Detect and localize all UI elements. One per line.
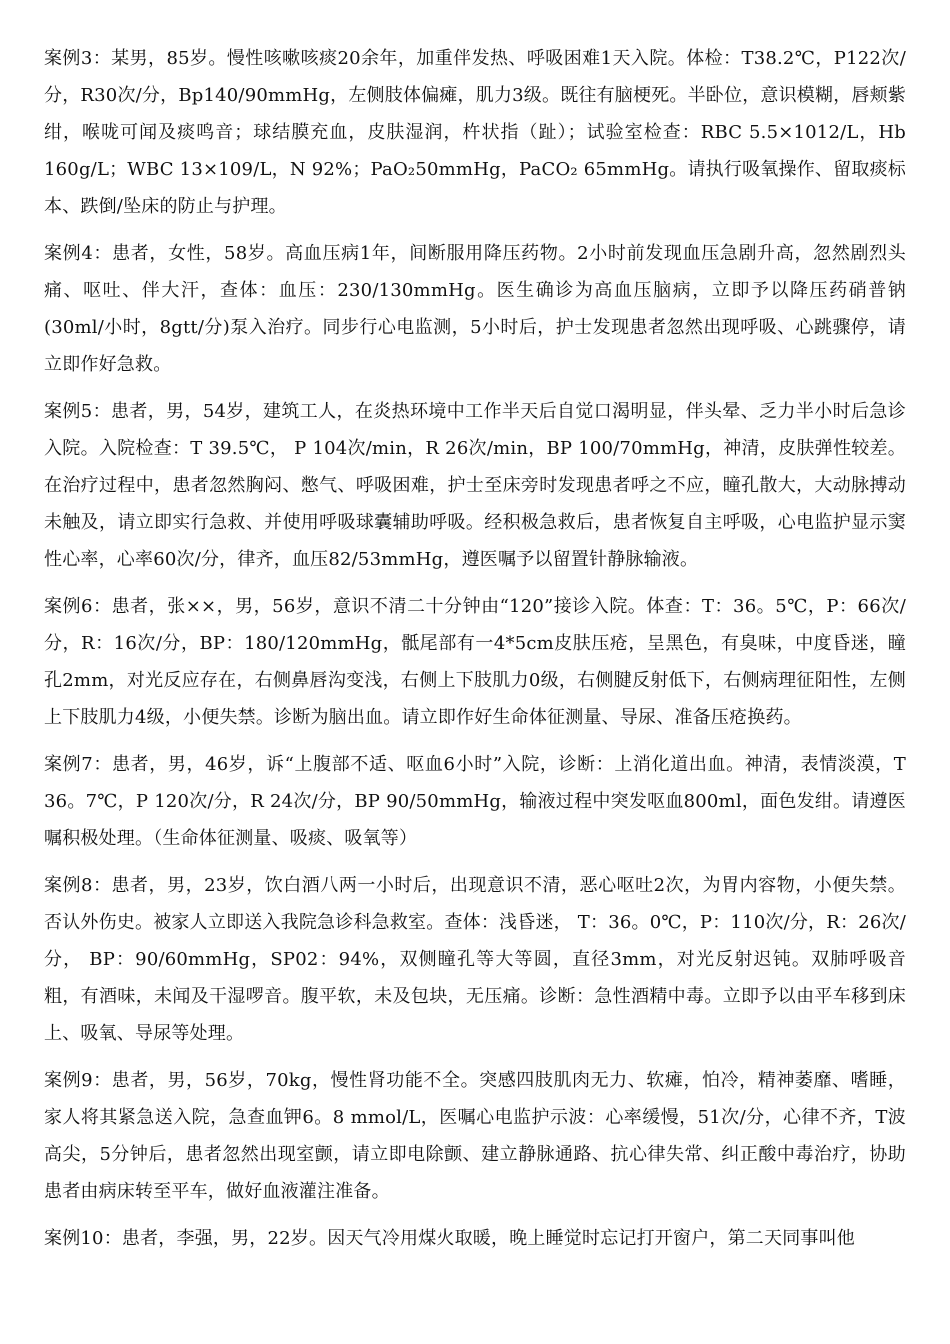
case-9-paragraph: 案例9：患者，男，56岁，70kg，慢性肾功能不全。突感四肢肌肉无力、软瘫，怕冷，精神萎靡、嗜睡，家人将其紧急送入院，急查血钾6。8 mmol/L，医嘱心电监护示波：心率缓慢，51次/分，心律不齐，T波高尖，5分钟后，患者忽然出现室颤，请立即电除颤、建立静脉通路、抗心律失常、纠正酸中毒治疗，协助患者由病床转至平车，做好血液灌注准备。: [44, 1070, 906, 1202]
case-8-paragraph: 案例8：患者，男，23岁，饮白酒八两一小时后，出现意识不清，恶心呕吐2次，为胃内容物，小便失禁。否认外伤史。被家人立即送入我院急诊科急救室。查体：浅昏迷， T：36。0℃，P：110次/分，R：26次/分， BP：90/60mmHg，SP02：94%，双侧瞳孔等大等圆，直径3mm，对光反射迟钝。双肺呼吸音粗，有酒味，未闻及干湿啰音。腹平软，未及包块，无压痛。诊断：急性酒精中毒。立即予以由平车移到床上、吸氧、导尿等处理。: [44, 875, 906, 1044]
case-7-paragraph: 案例7：患者，男，46岁，诉“上腹部不适、呕血6小时”入院，诊断：上消化道出血。神清，表情淡漠，T 36。7℃，P 120次/分，R 24次/分，BP 90/50mmHg，输液过程中突发呕血800ml，面色发绀。请遵医嘱积极处理。（生命体征测量、吸痰、吸氧等）: [44, 754, 906, 849]
case-4-paragraph: 案例4：患者，女性，58岁。高血压病1年，间断服用降压药物。2小时前发现血压急剧升高，忽然剧烈头痛、呕吐、伴大汗，查体：血压：230/130mmHg。医生确诊为高血压脑病，立即予以降压药硝普钠(30ml/小时，8gtt/分)泵入治疗。同步行心电监测，5小时后，护士发现患者忽然出现呼吸、心跳骤停，请立即作好急救。: [44, 243, 906, 375]
case-5-paragraph: 案例5：患者，男，54岁，建筑工人，在炎热环境中工作半天后自觉口渴明显，伴头晕、乏力半小时后急诊入院。入院检查：T 39.5℃， P 104次/min，R 26次/min，BP 100/70mmHg，神清，皮肤弹性较差。在治疗过程中，患者忽然胸闷、憋气、呼吸困难，护士至床旁时发现患者呼之不应，瞳孔散大，大动脉搏动未触及，请立即实行急救、并使用呼吸球囊辅助呼吸。经积极急救后，患者恢复自主呼吸，心电监护显示窦性心率，心率60次/分，律齐，血压82/53mmHg，遵医嘱予以留置针静脉输液。: [44, 401, 906, 570]
case-10-paragraph: 案例10：患者，李强，男，22岁。因天气冷用煤火取暖，晚上睡觉时忘记打开窗户，第二天同事叫他: [44, 1228, 856, 1249]
case-3-paragraph: 案例3：某男，85岁。慢性咳嗽咳痰20余年，加重伴发热、呼吸困难1天入院。体检：T38.2℃，P122次/分，R30次/分，Bp140/90mmHg，左侧肢体偏瘫，肌力3级。既往有脑梗死。半卧位，意识模糊，唇颊紫绀，喉咙可闻及痰鸣音；球结膜充血，皮肤湿润，杵状指（趾）；试验室检查：RBC 5.5×1012/L，Hb 160g/L；WBC 13×109/L，N 92%；PaO₂50mmHg，PaCO₂ 65mmHg。请执行吸氧操作、留取痰标本、跌倒/坠床的防止与护理。: [44, 48, 907, 217]
case-6-paragraph: 案例6：患者，张××，男，56岁，意识不清二十分钟由“120”接诊入院。体查：T：36。5℃，P：66次/分，R：16次/分，BP：180/120mmHg，骶尾部有一4*5cm皮肤压疮，呈黑色，有臭味，中度昏迷，瞳孔2mm，对光反应存在，右侧鼻唇沟变浅，右侧上下肢肌力0级，右侧腱反射低下，右侧病理征阳性，左侧上下肢肌力4级，小便失禁。诊断为脑出血。请立即作好生命体征测量、导尿、准备压疮换药。: [44, 596, 906, 728]
